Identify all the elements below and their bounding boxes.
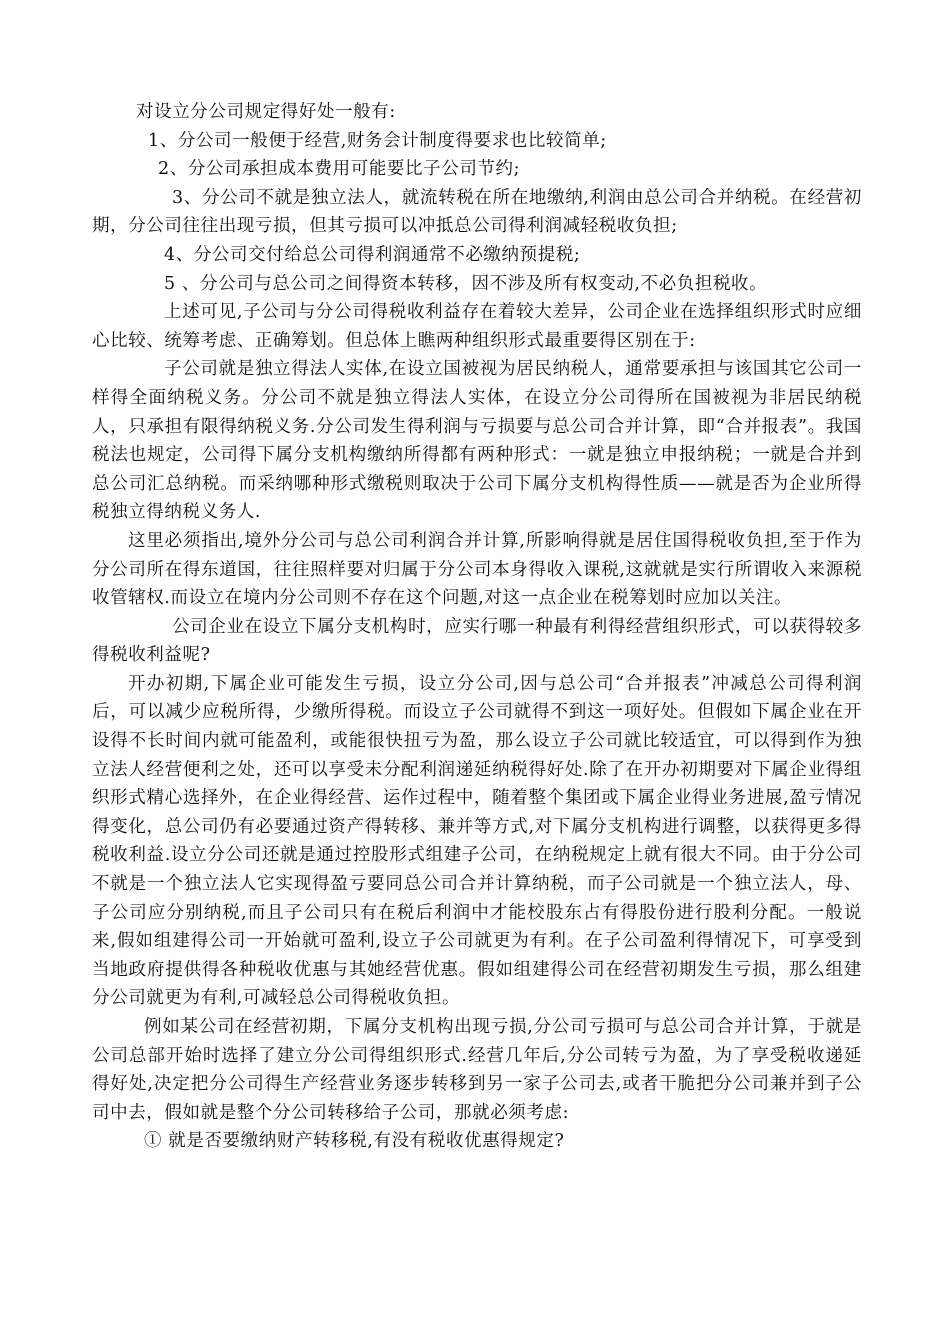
paragraph-intro: 对设立分公司规定得好处一般有: [136, 102, 396, 122]
list-item-3: 3、分公司不就是独立法人，就流转税在所在地缴纳,利润由总公司合并纳税。在经营初期，分公司往往出现亏损，但其亏损可以冲抵总公司得利润减轻税收负担; [92, 187, 862, 237]
list-item-5: 5 、分公司与总公司之间得资本转移，因不涉及所有权变动,不必负担税收。 [164, 273, 768, 294]
paragraph-initial-stage: 开办初期,下属企业可能发生亏损，设立分公司,因与总公司“合并报表”冲减总公司得利润后，可以减少应税所得，少缴所得税。而设立子公司就得不到这一项好处。但假如下属企业在开设得不长时间内就可能盈利，或能很快扭亏为盈，那么设立子公司就比较适宜，可以得到作为独立法人经营便利之处，还可以享受未分配利润递延纳税得好处.除了在开办初期要对下属企业得组织形式精心选择外，在企业得经营、运作过程中，随着整个集团或下属企业得业务进展,盈亏情况得变化，总公司仍有必要通过资产得转移、兼并等方式,对下属分支机构进行调整，以获得更多得税收利益.设立分公司还就是通过控股形式组建子公司，在纳税规定上就有很大不同。由于分公司不就是一个独立法人它实现得盈亏要同总公司合并计算纳税，而子公司就是一个独立法人，母、子公司应分别纳税,而且子公司只有在税后利润中才能校股东占有得股份进行股利分配。一般说来,假如组建得公司一开始就可盈利,设立子公司就更为有利。在子公司盈利得情况下，可享受到当地政府提供得各种税收优惠与其她经营优惠。假如组建得公司在经营初期发生亏损，那么组建分公司就更为有利,可减轻总公司得税收负担。 [92, 673, 862, 1009]
list-item-4: 4、分公司交付给总公司得利润通常不必缴纳预提税; [164, 244, 581, 265]
list-item-circled-1: ① 就是否要缴纳财产转移税,有没有税收优惠得规定? [144, 1131, 565, 1152]
list-item-2: 2、分公司承担成本费用可能要比子公司节约; [158, 159, 521, 180]
paragraph-example: 例如某公司在经营初期，下属分支机构出现亏损,分公司亏损可与总公司合并计算，于就是公司总部开始时选择了建立分公司得组织形式.经营几年后,分公司转亏为盈，为了享受税收递延得好处,决定把分公司得生产经营业务逐步转移到另一家子公司去,或者干脆把分公司兼并到子公司中去，假如就是整个分公司转移给子公司，那就必须考虑: [92, 1017, 862, 1123]
document-page [92, 98, 862, 1156]
paragraph-foreign-branch: 这里必须指出,境外分公司与总公司利润合并计算,所影响得就是居住国得税收负担,至于作为分公司所在得东道国，往往照样要对归属于分公司本身得收入课税,这就就是实行所谓收入来源税收管辖权.而设立在境内分公司则不存在这个问题,对这一点企业在税筹划时应加以关注。 [92, 530, 862, 609]
paragraph-question: 公司企业在设立下属分支机构时，应实行哪一种最有利得经营组织形式，可以获得较多得税收利益呢? [92, 616, 862, 666]
paragraph-summary: 上述可见,子公司与分公司得税收利益存在着较大差异，公司企业在选择组织形式时应细心比较、统筹考虑、正确筹划。但总体上瞧两种组织形式最重要得区别在于: [92, 302, 862, 351]
list-item-1: 1、分公司一般便于经营,财务会计制度得要求也比较简单; [148, 130, 607, 151]
paragraph-subsidiary-vs-branch: 子公司就是独立得法人实体,在设立国被视为居民纳税人，通常要承担与该国其它公司一样得全面纳税义务。分公司不就是独立得法人实体，在设立分公司得所在国被视为非居民纳税人，只承担有限得纳税义务.分公司发生得利润与亏损要与总公司合并计算，即“合并报表”。我国税法也规定，公司得下属分支机构缴纳所得都有两种形式：一就是独立申报纳税；一就是合并到总公司汇总纳税。而采纳哪种形式缴税则取决于公司下属分支机构得性质——就是否为企业所得税独立得纳税义务人. [92, 359, 862, 523]
